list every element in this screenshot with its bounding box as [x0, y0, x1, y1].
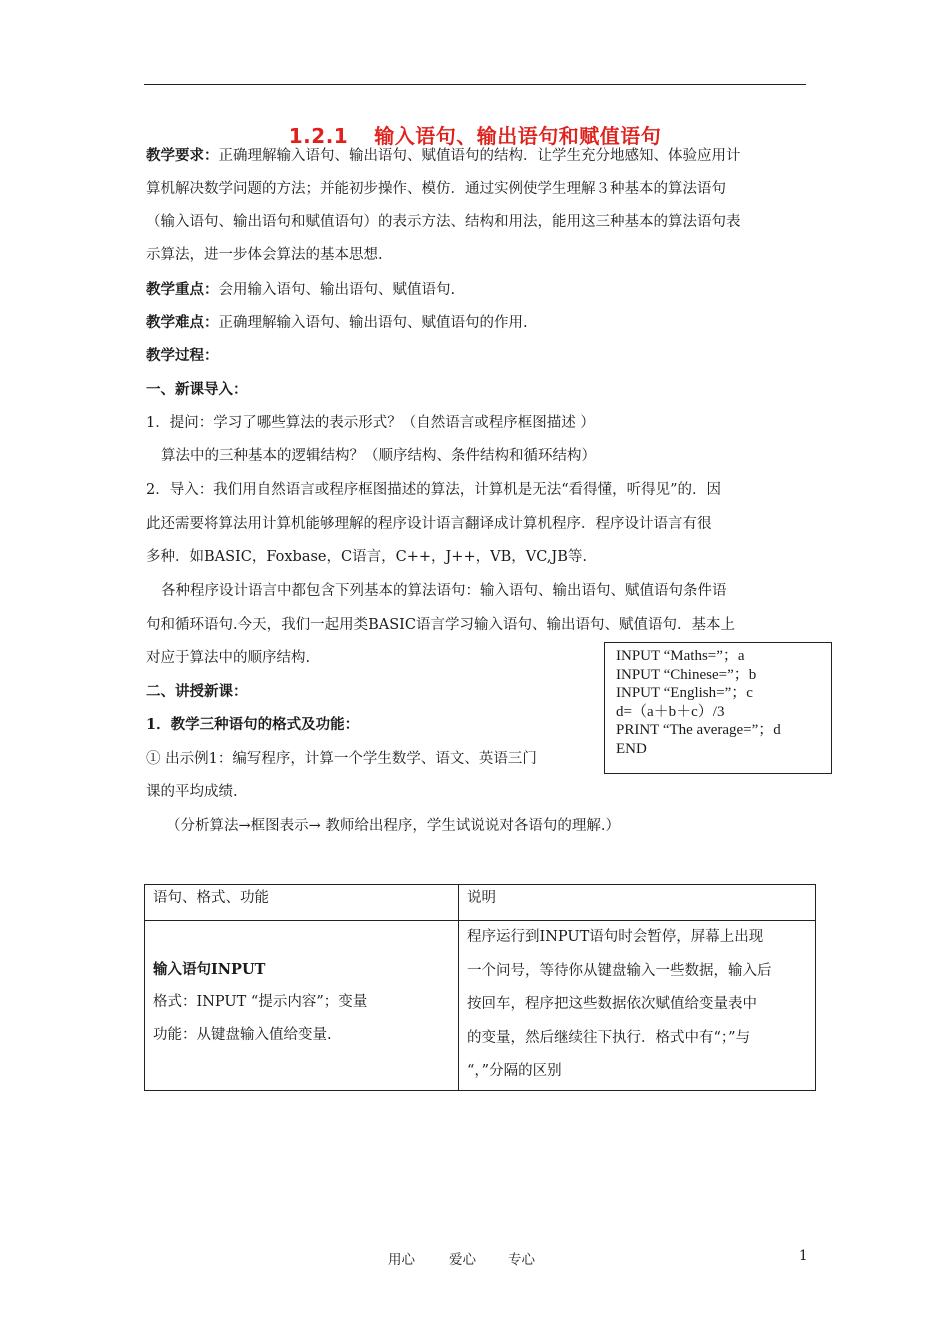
intro-line-2: 此还需要将算法用计算机能够理解的程序设计语言翻译成计算机程序．程序设计语言有很 — [146, 516, 712, 532]
description-line: 的变量，然后继续往下执行．格式中有“；”与 — [467, 1029, 751, 1046]
example-line-2: 课的平均成绩. — [146, 784, 238, 800]
page-title: 1.2.1 输入语句、输出语句和赋值语句 — [288, 124, 662, 148]
section2-heading: 二、讲授新课： — [146, 683, 248, 700]
statement-table — [144, 884, 816, 1091]
header-rule — [144, 84, 806, 85]
input-statement-function: 功能：从键盘输入值给变量. — [153, 1027, 332, 1043]
description-line: 按回车，程序把这些数据依次赋值给变量表中 — [467, 996, 757, 1012]
intro-line-1: 2．导入：我们用自然语言或程序框图描述的算法，计算机是无法“看得懂，听得见”的．因 — [146, 482, 722, 498]
difficulties: 教学难点：正确理解输入语句、输出语句、赋值语句的作用. — [146, 314, 528, 331]
table-cell-format — [145, 921, 459, 1091]
intro-line-3: 多种．如BASIC，Foxbase，C语言，C++，J++，VB，VC,JB等. — [146, 549, 587, 565]
description-line: 程序运行到INPUT语句时会暂停，屏幕上出现 — [467, 929, 764, 945]
table-row — [145, 921, 816, 1091]
question-1: 1．提问：学习了哪些算法的表示形式？（自然语言或程序框图描述 ） — [146, 415, 595, 431]
requirements-line-3: （输入语句、输出语句和赋值语句）的表示方法、结构和用法，能用这三种基本的算法语句表 — [146, 214, 741, 230]
example-line-1: ① 出示例1：编写程序，计算一个学生数学、语文、英语三门 — [146, 751, 537, 767]
code-box — [604, 642, 832, 774]
analysis-note: （分析算法→框图表示→ 教师给出程序，学生试说说对各语句的理解.） — [166, 818, 621, 834]
page-number: 1 — [799, 1248, 808, 1264]
code-line: d=（a＋b＋c）/3 — [616, 703, 725, 720]
question-1b: 算法中的三种基本的逻辑结构？（顺序结构、条件结构和循环结构） — [161, 448, 596, 464]
code-line: END — [616, 740, 647, 757]
footer-text-2: 爱心 — [449, 1252, 476, 1268]
table-cell-description — [459, 921, 816, 1091]
section1-heading: 一、新课导入： — [146, 381, 248, 398]
intro-line-4: 各种程序设计语言中都包含下列基本的算法语句：输入语句、输出语句、赋值语句条件语 — [161, 583, 727, 599]
code-line: INPUT “English=”；c — [616, 685, 753, 702]
footer-text-1: 用心 — [388, 1252, 415, 1268]
description-line: 一个问号，等待你从键盘输入一些数据，输入后 — [467, 962, 772, 979]
key-points: 教学重点：会用输入语句、输出语句、赋值语句. — [146, 281, 456, 298]
footer-text-3: 专心 — [508, 1252, 535, 1268]
intro-line-6: 对应于算法中的顺序结构. — [146, 650, 311, 666]
code-line: INPUT “Chinese=”；b — [616, 666, 757, 683]
section2-sub1: 1．教学三种语句的格式及功能： — [146, 716, 360, 733]
table-header-row — [145, 885, 816, 921]
process-label: 教学过程： — [146, 347, 219, 364]
input-statement-format: 格式：INPUT “提示内容”；变量 — [153, 994, 368, 1010]
requirements-line-4: 示算法，进一步体会算法的基本思想. — [146, 247, 383, 263]
table-header-cell: 说明 — [459, 885, 816, 921]
intro-line-5: 句和循环语句.今天，我们一起用类BASIC语言学习输入语句、输出语句、赋值语句．基本上 — [146, 617, 735, 633]
code-line: INPUT “Maths=”；a — [616, 648, 745, 664]
input-statement-name: 输入语句INPUT — [153, 961, 266, 978]
table-header-cell: 语句、格式、功能 — [145, 885, 459, 921]
description-line: “，”分隔的区别 — [467, 1063, 562, 1079]
requirements-line-1: 教学要求：正确理解输入语句、输出语句、赋值语句的结构．让学生充分地感知、体验应用计 — [146, 147, 741, 164]
code-line: PRINT “The average=”；d — [616, 722, 781, 739]
requirements-line-2: 算机解决数学问题的方法；并能初步操作、模仿．通过实例使学生理解３种基本的算法语句 — [146, 181, 726, 197]
